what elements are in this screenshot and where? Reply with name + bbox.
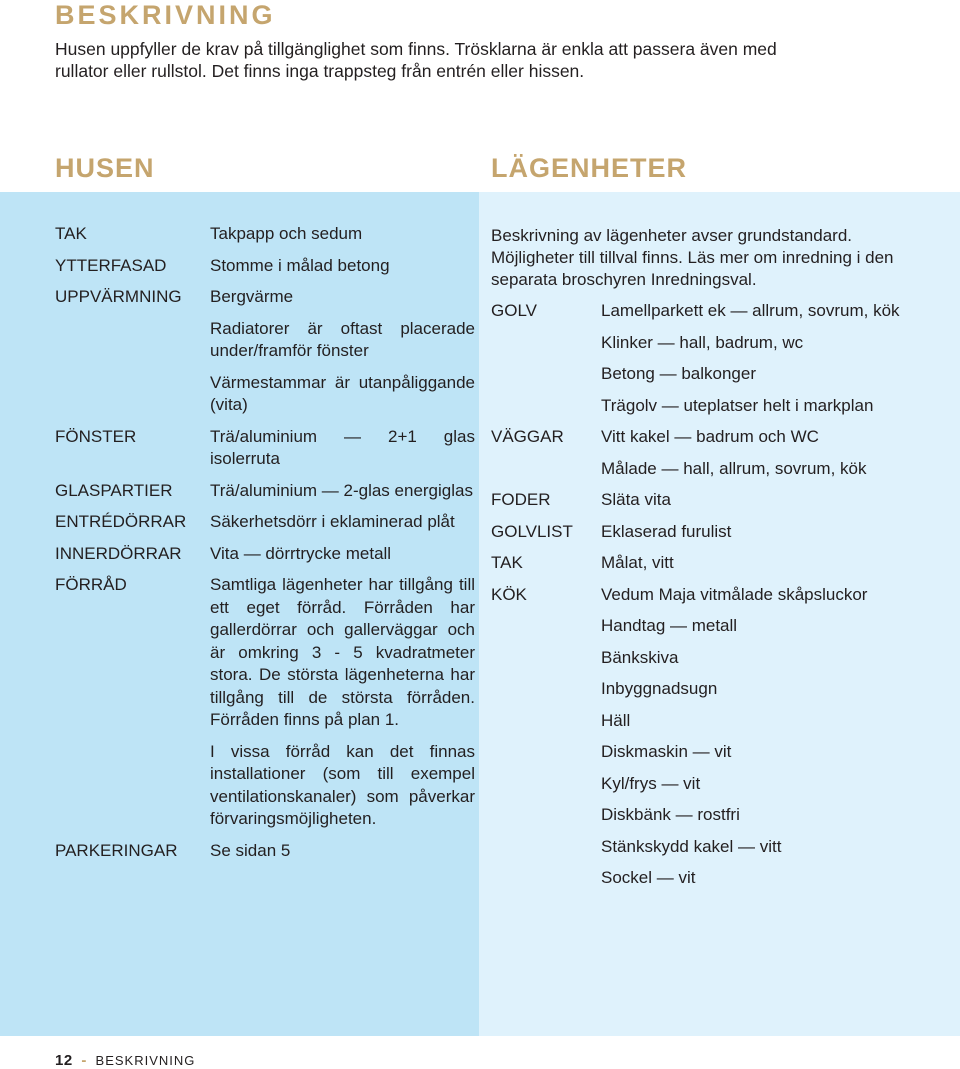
- intro-paragraph: Husen uppfyller de krav på tillgänglighet som finns. Trösklarna är enkla att passera även med rullator eller rullstol. Det finns inga trappsteg från entrén eller hissen.: [55, 39, 777, 81]
- husen-values: [210, 840, 475, 872]
- husen-value: Radiatorer är oftast placerade under/framför fönster: [210, 318, 475, 360]
- husen-value: Vita — dörrtrycke metall: [210, 543, 392, 563]
- lagenheter-value: Bänkskiva: [601, 647, 679, 667]
- husen-value: Samtliga lägenheter har tillgång till ett eget förråd. Förråden har gallerdörrar och gallerväggar och är omkring 3 - 5 kvadratmeter stora. De största lägenheterna har tillgång till de största förråden. Förråden finns på plan 1.: [210, 575, 475, 729]
- lagenheter-label: TAK: [491, 553, 523, 572]
- lagenheter-row: [491, 584, 946, 899]
- lagenheter-values: [601, 489, 946, 521]
- lagenheter-value: Diskbänk — rostfri: [601, 805, 740, 824]
- lagenheter-label: GOLVLIST: [491, 521, 573, 541]
- husen-label: ENTRÉDÖRRAR: [55, 512, 187, 531]
- lagenheter-intro: Beskrivning av lägenheter avser grundstandard. Möjligheter till tillval finns. Läs mer om inredning i den separata broschyren Inredningsval.: [491, 226, 894, 289]
- page-title: BESKRIVNING: [55, 0, 276, 30]
- husen-value: I vissa förråd kan det finnas installationer (som till exempel ventilationskanaler) som påverkar förvaringsmöjligheten.: [210, 741, 475, 828]
- husen-panel: [0, 192, 479, 1036]
- lagenheter-values: [601, 300, 946, 426]
- husen-label: FÖRRÅD: [55, 575, 127, 594]
- husen-row: [55, 511, 475, 543]
- lagenheter-value: Stänkskydd kakel — vitt: [601, 836, 782, 856]
- husen-values: [210, 286, 475, 426]
- husen-value: Säkerhetsdörr i eklaminerad plåt: [210, 512, 455, 531]
- husen-values: [210, 480, 475, 512]
- lagenheter-value: Betong — balkonger: [601, 364, 756, 383]
- lagenheter-panel: [479, 192, 960, 1036]
- lagenheter-row: [491, 521, 946, 553]
- lagenheter-rows: [491, 300, 946, 899]
- husen-row: [55, 223, 475, 255]
- lagenheter-value: Målade — hall, allrum, sovrum, kök: [601, 458, 867, 478]
- lagenheter-value: Lamellparkett ek — allrum, sovrum, kök: [601, 301, 900, 320]
- footer-separator: -: [81, 1052, 87, 1069]
- husen-row: [55, 480, 475, 512]
- lagenheter-value: Vitt kakel — badrum och WC: [601, 427, 819, 446]
- husen-value: Trä/aluminium — 2+1 glas isolerruta: [210, 426, 475, 468]
- husen-label: FÖNSTER: [55, 426, 137, 446]
- lagenheter-value: Inbyggnadsugn: [601, 679, 718, 698]
- husen-row: [55, 574, 475, 840]
- husen-value: Bergvärme: [210, 287, 294, 306]
- lagenheter-heading: LÄGENHETER: [491, 153, 688, 183]
- lagenheter-value: Vedum Maja vitmålade skåpsluckor: [601, 584, 868, 604]
- husen-label: GLASPARTIER: [55, 480, 173, 500]
- footer-section: BESKRIVNING: [95, 1053, 196, 1068]
- lagenheter-value: Kyl/frys — vit: [601, 773, 701, 793]
- husen-heading: HUSEN: [55, 153, 155, 183]
- lagenheter-value: Sockel — vit: [601, 868, 696, 887]
- husen-row: [55, 840, 475, 872]
- husen-label: INNERDÖRRAR: [55, 543, 182, 563]
- lagenheter-value: Häll: [601, 710, 631, 730]
- husen-values: [210, 511, 475, 543]
- husen-values: [210, 543, 475, 575]
- lagenheter-value: Eklaserad furulist: [601, 521, 732, 541]
- lagenheter-label: KÖK: [491, 584, 527, 604]
- husen-row: [55, 255, 475, 287]
- lagenheter-spec-list: [491, 225, 946, 899]
- husen-values: [210, 426, 475, 480]
- lagenheter-row: [491, 489, 946, 521]
- husen-values: [210, 255, 475, 287]
- husen-value: Värmestammar är utanpåliggande (vita): [210, 372, 475, 414]
- husen-values: [210, 574, 475, 840]
- page-number: 12: [55, 1052, 73, 1069]
- lagenheter-values: [601, 552, 946, 584]
- husen-label: PARKERINGAR: [55, 840, 178, 860]
- lagenheter-label: GOLV: [491, 301, 537, 320]
- husen-label: UPPVÄRMNING: [55, 287, 182, 306]
- husen-row: [55, 286, 475, 426]
- lagenheter-row: [491, 426, 946, 489]
- lagenheter-row: [491, 300, 946, 426]
- lagenheter-label: FODER: [491, 490, 551, 509]
- husen-label: TAK: [55, 224, 87, 243]
- page-footer: [55, 1052, 195, 1069]
- husen-value: Takpapp och sedum: [210, 224, 363, 243]
- husen-row: [55, 543, 475, 575]
- lagenheter-value: Trägolv — uteplatser helt i markplan: [601, 395, 874, 415]
- lagenheter-values: [601, 426, 946, 489]
- lagenheter-values: [601, 584, 946, 899]
- husen-value: Stomme i målad betong: [210, 255, 390, 275]
- lagenheter-value: Klinker — hall, badrum, wc: [601, 332, 804, 352]
- lagenheter-value: Målat, vitt: [601, 553, 674, 572]
- lagenheter-value: Släta vita: [601, 490, 671, 509]
- husen-row: [55, 426, 475, 480]
- husen-values: [210, 223, 475, 255]
- lagenheter-value: Diskmaskin — vit: [601, 742, 732, 761]
- husen-value: Se sidan 5: [210, 840, 291, 860]
- husen-value: Trä/aluminium — 2-glas energiglas: [210, 480, 473, 500]
- husen-spec-list: [55, 223, 475, 871]
- lagenheter-value: Handtag — metall: [601, 616, 738, 635]
- lagenheter-label: VÄGGAR: [491, 427, 564, 446]
- lagenheter-values: [601, 521, 946, 553]
- lagenheter-row: [491, 552, 946, 584]
- husen-label: YTTERFASAD: [55, 255, 167, 275]
